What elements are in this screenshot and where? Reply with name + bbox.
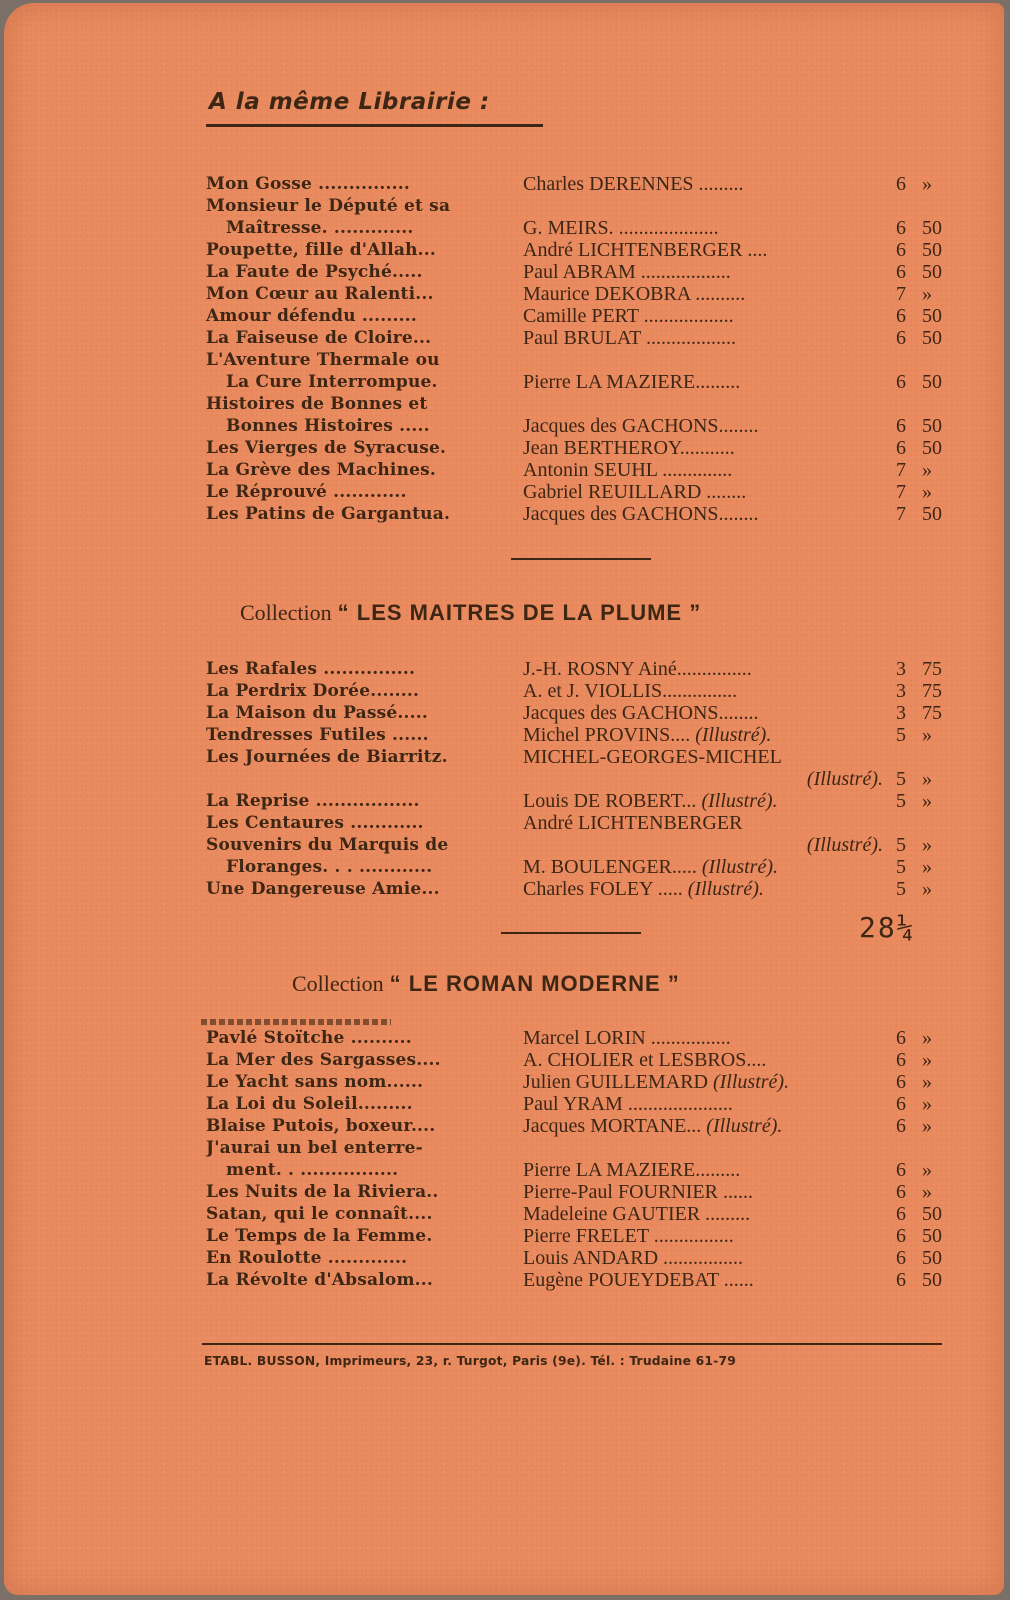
book-price: 6 50 bbox=[896, 1203, 942, 1225]
book-title: Les Journées de Biarritz. bbox=[206, 747, 448, 767]
book-price: 5 » bbox=[896, 878, 932, 900]
book-title: Satan, qui le connaît.... bbox=[206, 1204, 433, 1224]
book-author: MICHEL-GEORGES-MICHEL bbox=[523, 746, 782, 768]
book-author: J.-H. ROSNY Ainé............... bbox=[523, 658, 752, 680]
book-author: M. BOULENGER..... (Illustré). bbox=[523, 856, 778, 878]
book-author: Michel PROVINS.... (Illustré). bbox=[523, 724, 772, 746]
list-item-cont bbox=[206, 856, 976, 878]
book-price: 6 50 bbox=[896, 1247, 942, 1269]
book-author: Madeleine GAUTIER ......... bbox=[523, 1203, 751, 1225]
book-author: Marcel LORIN ................ bbox=[523, 1027, 731, 1049]
list-item bbox=[206, 1049, 976, 1071]
catalog-heading: A la même Librairie : bbox=[209, 89, 490, 115]
book-title: Pavlé Stoïtche .......... bbox=[206, 1028, 412, 1048]
book-price: 6 50 bbox=[896, 415, 942, 437]
book-author: Pierre FRELET ................ bbox=[523, 1225, 734, 1247]
book-author: Antonin SEUHL .............. bbox=[523, 459, 733, 481]
list-item-cont bbox=[206, 415, 976, 437]
book-price: 6 50 bbox=[896, 261, 942, 283]
book-price: 6 » bbox=[896, 173, 932, 195]
book-price: 7 50 bbox=[896, 503, 942, 525]
book-author: Louis ANDARD ................ bbox=[523, 1247, 744, 1269]
list-item-cont bbox=[206, 371, 976, 393]
list-item bbox=[206, 724, 976, 746]
book-price: 6 50 bbox=[896, 305, 942, 327]
book-title: Les Rafales ............... bbox=[206, 659, 416, 679]
book-price: 6 50 bbox=[896, 1225, 942, 1247]
list-item bbox=[206, 481, 976, 503]
book-title: Tendresses Futiles ...... bbox=[206, 725, 429, 745]
list-item bbox=[206, 437, 976, 459]
book-title: Le Temps de la Femme. bbox=[206, 1226, 433, 1246]
ink-smudge bbox=[201, 1019, 391, 1025]
book-back-cover bbox=[4, 3, 1004, 1595]
book-price: 6 » bbox=[896, 1115, 932, 1137]
footer-rule bbox=[202, 1343, 942, 1345]
book-price: 6 » bbox=[896, 1181, 932, 1203]
list-item bbox=[206, 393, 976, 415]
list-item bbox=[206, 1203, 976, 1225]
book-title-cont: Floranges. . . ............ bbox=[226, 857, 433, 877]
book-price: 6 » bbox=[896, 1093, 932, 1115]
book-title-cont: Maîtresse. ............. bbox=[226, 218, 414, 238]
book-title: Amour défendu ......... bbox=[206, 306, 417, 326]
book-price: 6 » bbox=[896, 1027, 932, 1049]
handwritten-number: 28¼ bbox=[859, 911, 916, 944]
book-author: Charles FOLEY ..... (Illustré). bbox=[523, 878, 764, 900]
list-item bbox=[206, 261, 976, 283]
list-item bbox=[206, 834, 976, 856]
book-illustrated-note: (Illustré). bbox=[806, 834, 883, 856]
book-author: Maurice DEKOBRA .......... bbox=[523, 283, 746, 305]
book-title: La Maison du Passé..... bbox=[206, 703, 429, 723]
catalog-list-roman bbox=[206, 1027, 976, 1291]
list-item bbox=[206, 239, 976, 261]
book-author: Camille PERT .................. bbox=[523, 305, 734, 327]
list-item bbox=[206, 1181, 976, 1203]
book-author: Pierre-Paul FOURNIER ...... bbox=[523, 1181, 753, 1203]
list-item-cont bbox=[206, 217, 976, 239]
book-title: En Roulotte ............. bbox=[206, 1248, 408, 1268]
book-title: Souvenirs du Marquis de bbox=[206, 835, 449, 855]
book-price: 6 50 bbox=[896, 1269, 942, 1291]
book-title: Poupette, fille d'Allah... bbox=[206, 240, 437, 260]
list-item bbox=[206, 1269, 976, 1291]
book-title: Les Vierges de Syracuse. bbox=[206, 438, 447, 458]
list-item bbox=[206, 1247, 976, 1269]
list-item bbox=[206, 1093, 976, 1115]
book-title: Mon Cœur au Ralenti... bbox=[206, 284, 434, 304]
book-title: La Faiseuse de Cloire... bbox=[206, 328, 432, 348]
book-price: 5 » bbox=[896, 768, 932, 790]
list-item bbox=[206, 702, 976, 724]
section-divider bbox=[511, 558, 651, 560]
list-item bbox=[206, 878, 976, 900]
book-title: La Grève des Machines. bbox=[206, 460, 437, 480]
book-author: Eugène POUEYDEBAT ...... bbox=[523, 1269, 754, 1291]
book-author: Jacques des GACHONS........ bbox=[523, 503, 759, 525]
collection-heading-roman: Collection “ LE ROMAN MODERNE ” bbox=[292, 971, 680, 996]
book-title: La Mer des Sargasses.... bbox=[206, 1050, 441, 1070]
list-item bbox=[206, 680, 976, 702]
book-author: Julien GUILLEMARD (Illustré). bbox=[523, 1071, 790, 1093]
book-price: 5 » bbox=[896, 724, 932, 746]
list-item bbox=[206, 812, 976, 834]
book-author: Pierre LA MAZIERE......... bbox=[523, 371, 741, 393]
book-author: Jacques des GACHONS........ bbox=[523, 415, 759, 437]
list-item bbox=[206, 746, 976, 768]
list-item bbox=[206, 1027, 976, 1049]
book-price: 3 75 bbox=[896, 702, 942, 724]
list-item bbox=[206, 790, 976, 812]
list-item bbox=[206, 503, 976, 525]
book-price: 5 » bbox=[896, 856, 932, 878]
list-item bbox=[206, 459, 976, 481]
book-title: Le Yacht sans nom...... bbox=[206, 1072, 424, 1092]
book-author: Jacques MORTANE... (Illustré). bbox=[523, 1115, 783, 1137]
book-author: Louis DE ROBERT... (Illustré). bbox=[523, 790, 778, 812]
book-title: Monsieur le Député et sa bbox=[206, 196, 451, 216]
book-price: 3 75 bbox=[896, 658, 942, 680]
book-title: Les Centaures ............ bbox=[206, 813, 424, 833]
book-title-cont: La Cure Interrompue. bbox=[226, 372, 438, 392]
list-item bbox=[206, 327, 976, 349]
catalog-list-librairie bbox=[206, 173, 976, 525]
book-price: 7 » bbox=[896, 481, 932, 503]
book-title-cont: ment. . ................ bbox=[226, 1160, 399, 1180]
book-title: J'aurai un bel enterre- bbox=[206, 1138, 423, 1158]
book-price: 5 » bbox=[896, 790, 932, 812]
book-price: 6 » bbox=[896, 1159, 932, 1181]
book-price: 6 » bbox=[896, 1049, 932, 1071]
list-item bbox=[206, 1071, 976, 1093]
printer-imprint: ETABL. BUSSON, Imprimeurs, 23, r. Turgot, Paris (9e). Tél. : Trudaine 61-79 bbox=[204, 1354, 736, 1368]
book-author: Jacques des GACHONS........ bbox=[523, 702, 759, 724]
book-title: Les Patins de Gargantua. bbox=[206, 504, 451, 524]
book-price: 7 » bbox=[896, 459, 932, 481]
list-item-cont bbox=[206, 1159, 976, 1181]
book-price: 3 75 bbox=[896, 680, 942, 702]
book-author: Paul BRULAT .................. bbox=[523, 327, 736, 349]
book-author: Jean BERTHEROY........... bbox=[523, 437, 735, 459]
collection-heading-maitres: Collection “ LES MAITRES DE LA PLUME ” bbox=[240, 600, 702, 625]
list-item bbox=[206, 305, 976, 327]
list-item bbox=[206, 1137, 976, 1159]
list-item bbox=[206, 173, 976, 195]
book-author: Charles DERENNES ......... bbox=[523, 173, 744, 195]
book-author: André LICHTENBERGER .... bbox=[523, 239, 768, 261]
catalog-list-maitres bbox=[206, 658, 976, 900]
book-author: G. MEIRS. .................... bbox=[523, 217, 719, 239]
book-price: 6 50 bbox=[896, 371, 942, 393]
book-title: La Perdrix Dorée........ bbox=[206, 681, 420, 701]
book-title: Une Dangereuse Amie... bbox=[206, 879, 440, 899]
book-title: La Loi du Soleil......... bbox=[206, 1094, 413, 1114]
list-item bbox=[206, 283, 976, 305]
book-title: Mon Gosse ............... bbox=[206, 174, 410, 194]
book-author: André LICHTENBERGER bbox=[523, 812, 743, 834]
book-price: 6 50 bbox=[896, 437, 942, 459]
book-price: 5 » bbox=[896, 834, 932, 856]
list-item-cont bbox=[206, 768, 976, 790]
list-item bbox=[206, 1115, 976, 1137]
book-title: La Faute de Psyché..... bbox=[206, 262, 423, 282]
heading-underline bbox=[206, 124, 543, 127]
book-author: A. et J. VIOLLIS............... bbox=[523, 680, 738, 702]
list-item bbox=[206, 658, 976, 680]
book-price: 6 50 bbox=[896, 217, 942, 239]
book-title: Les Nuits de la Riviera.. bbox=[206, 1182, 439, 1202]
book-illustrated-note: (Illustré). bbox=[806, 768, 883, 790]
book-title: Le Réprouvé ............ bbox=[206, 482, 407, 502]
book-title: La Révolte d'Absalom... bbox=[206, 1270, 433, 1290]
list-item bbox=[206, 1225, 976, 1247]
book-author: Pierre LA MAZIERE......... bbox=[523, 1159, 741, 1181]
book-title-cont: Bonnes Histoires ..... bbox=[226, 416, 430, 436]
book-title: Histoires de Bonnes et bbox=[206, 394, 428, 414]
book-author: Gabriel REUILLARD ........ bbox=[523, 481, 747, 503]
book-price: 7 » bbox=[896, 283, 932, 305]
book-title: La Reprise ................. bbox=[206, 791, 420, 811]
book-price: 6 50 bbox=[896, 327, 942, 349]
list-item bbox=[206, 349, 976, 371]
book-author: Paul YRAM ..................... bbox=[523, 1093, 733, 1115]
book-author: A. CHOLIER et LESBROS.... bbox=[523, 1049, 767, 1071]
list-item bbox=[206, 195, 976, 217]
book-title: Blaise Putois, boxeur.... bbox=[206, 1116, 436, 1136]
book-author: Paul ABRAM .................. bbox=[523, 261, 731, 283]
book-price: 6 50 bbox=[896, 239, 942, 261]
section-divider bbox=[501, 932, 641, 934]
book-title: L'Aventure Thermale ou bbox=[206, 350, 440, 370]
book-price: 6 » bbox=[896, 1071, 932, 1093]
